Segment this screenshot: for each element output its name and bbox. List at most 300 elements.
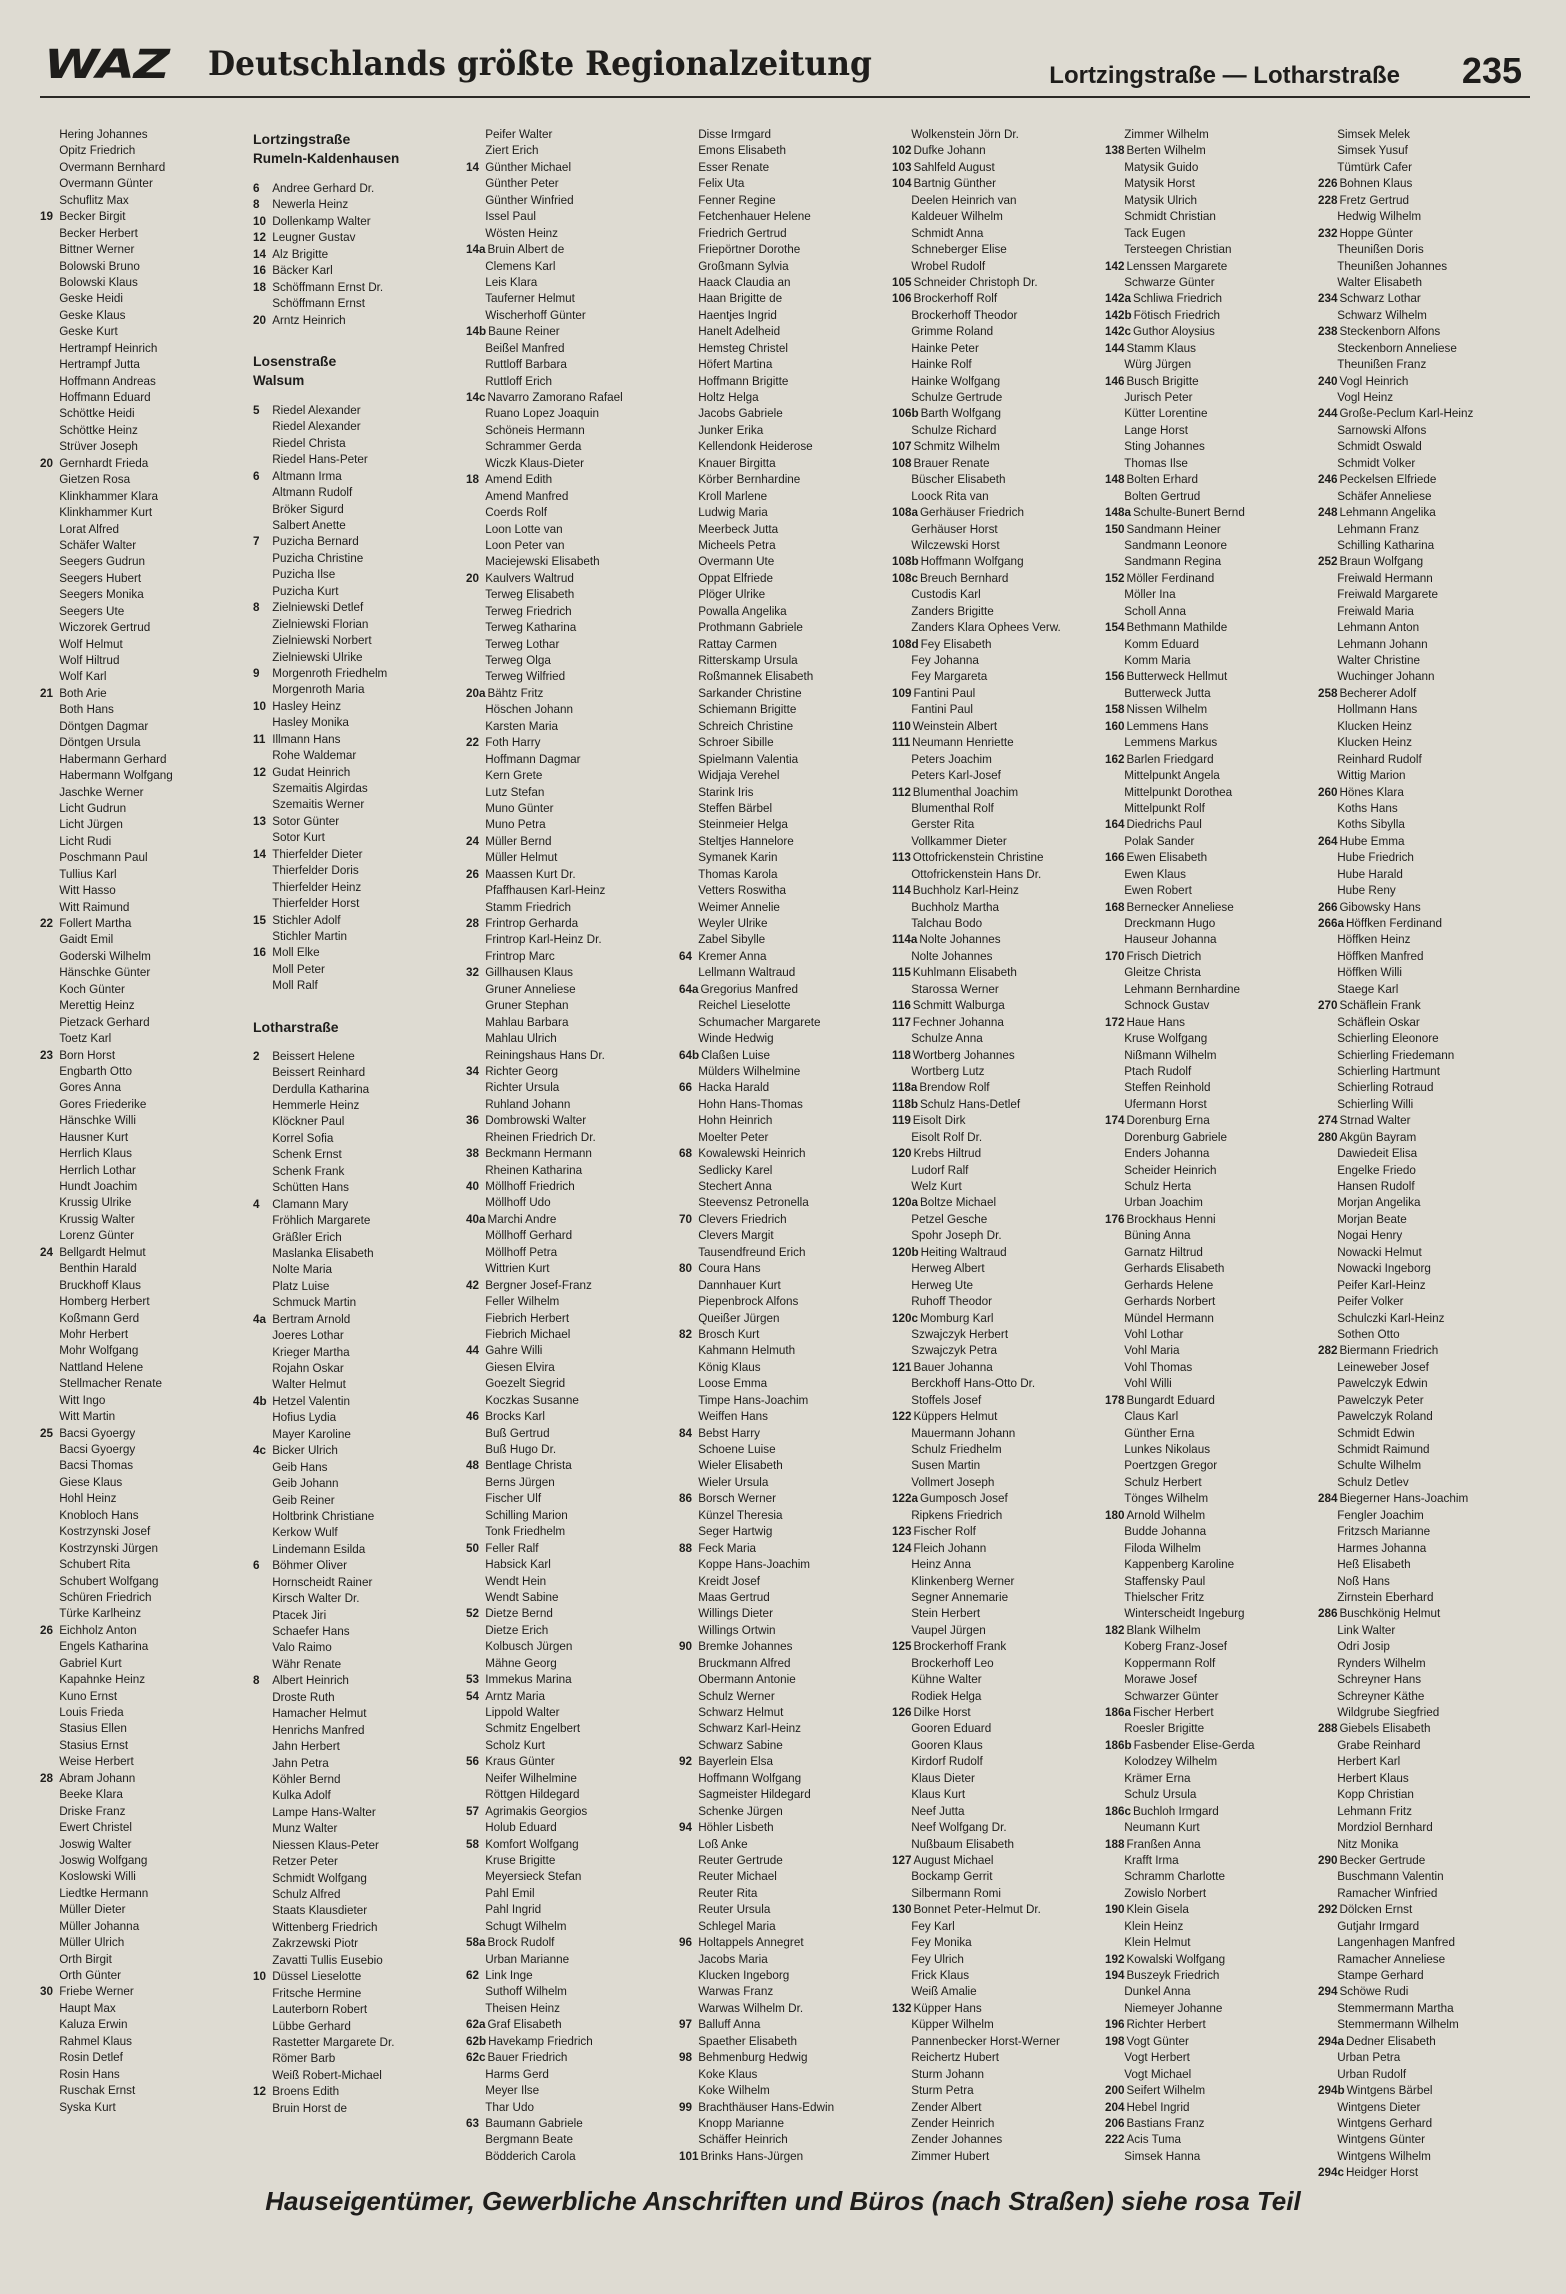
resident-name: Fechner Johanna <box>912 1014 1004 1029</box>
directory-entry <box>253 1639 450 1655</box>
house-number: 114 <box>892 883 911 898</box>
directory-entry <box>1318 1671 1515 1687</box>
directory-entry <box>466 1392 663 1408</box>
resident-name: Butterweck Hellmut <box>1126 669 1228 684</box>
resident-name: Seger Hartwig <box>698 1524 773 1539</box>
directory-entry <box>679 1457 876 1473</box>
directory-entry <box>679 1425 876 1441</box>
directory-entry <box>1105 1441 1302 1457</box>
resident-name: Koths Hans <box>1337 800 1398 815</box>
directory-entry <box>40 307 237 323</box>
directory-entry <box>466 931 663 947</box>
resident-name: Enders Johanna <box>1124 1146 1210 1161</box>
house-number: 70 <box>679 1211 693 1226</box>
directory-entry <box>679 652 876 668</box>
directory-entry <box>466 373 663 389</box>
resident-name: Acis Tuma <box>1126 2132 1182 2147</box>
resident-name: Steffen Bärbel <box>698 800 773 815</box>
directory-entry <box>1105 1523 1302 1539</box>
resident-name: Winterscheidt Ingeburg <box>1124 1606 1245 1621</box>
directory-entry <box>466 1573 663 1589</box>
resident-name: Heidger Horst <box>1345 2165 1419 2180</box>
house-number: 158 <box>1105 702 1125 717</box>
resident-name: Moelter Peter <box>698 1129 769 1144</box>
house-number: 282 <box>1318 1343 1338 1358</box>
directory-entry <box>1318 1868 1515 1884</box>
directory-entry <box>1105 1178 1302 1194</box>
directory-entry <box>1318 948 1515 964</box>
resident-name: Nolte Johannes <box>919 932 1001 947</box>
resident-name: Hasley Monika <box>272 715 349 730</box>
resident-name: Bauer Johanna <box>913 1359 993 1374</box>
directory-entry <box>892 126 1089 142</box>
resident-name: Mohr Wolfgang <box>59 1343 139 1358</box>
directory-entry <box>466 899 663 915</box>
resident-name: Boltze Michael <box>919 1195 997 1210</box>
directory-entry <box>1105 1425 1302 1441</box>
directory-entry <box>1318 1096 1515 1112</box>
directory-entry <box>466 1638 663 1654</box>
resident-name: Gahre Willi <box>485 1343 543 1358</box>
directory-entry <box>466 1408 663 1424</box>
resident-name: Karsten Maria <box>485 718 559 733</box>
directory-entry <box>1105 2066 1302 2082</box>
resident-name: Akgün Bayram <box>1339 1129 1417 1144</box>
resident-name: Reinhard Rudolf <box>1337 751 1422 766</box>
resident-name: Szwajczyk Herbert <box>911 1326 1009 1341</box>
directory-entry <box>1105 2148 1302 2164</box>
directory-entry <box>892 734 1089 750</box>
directory-entry <box>1105 570 1302 586</box>
directory-entry <box>1318 1260 1515 1276</box>
resident-name: Marchi Andre <box>487 1211 557 1226</box>
directory-entry <box>40 767 237 783</box>
resident-name: Bähtz Fritz <box>487 685 544 700</box>
directory-entry <box>253 764 450 780</box>
directory-entry <box>40 1918 237 1934</box>
resident-name: Schmitt Walburga <box>912 998 1005 1013</box>
house-number: 30 <box>40 1984 54 1999</box>
resident-name: Hube Friedrich <box>1337 850 1414 865</box>
directory-entry <box>253 246 450 262</box>
resident-name: Frick Klaus <box>911 1968 970 1982</box>
directory-entry <box>40 2000 237 2016</box>
directory-entry <box>892 488 1089 504</box>
resident-name: Hainke Rolf <box>911 357 972 372</box>
directory-entry <box>40 521 237 537</box>
house-number: 105 <box>892 274 912 289</box>
directory-entry <box>892 356 1089 372</box>
resident-name: Beissert Helene <box>272 1048 355 1063</box>
resident-name: Neumann Kurt <box>1124 1820 1200 1835</box>
resident-name: Poschmann Paul <box>59 850 148 865</box>
directory-entry <box>253 295 450 311</box>
directory-entry <box>466 1227 663 1243</box>
resident-name: Lenssen Margarete <box>1126 258 1228 273</box>
directory-entry <box>1318 175 1515 191</box>
directory-entry <box>466 668 663 684</box>
resident-name: Illmann Hans <box>272 731 341 746</box>
directory-entry <box>892 455 1089 471</box>
resident-name: Haentjes Ingrid <box>698 307 777 322</box>
resident-name: Stechert Anna <box>698 1179 772 1193</box>
house-number: 25 <box>40 1425 54 1440</box>
directory-entry <box>1105 882 1302 898</box>
resident-name: Amend Manfred <box>485 488 569 503</box>
street-heading: Lortzingstraße <box>253 131 351 147</box>
directory-entry <box>1318 1047 1515 1063</box>
directory-entry <box>40 1457 237 1473</box>
directory-entry <box>892 915 1089 931</box>
directory-entry <box>253 196 450 212</box>
resident-name: Kraus Günter <box>485 1754 555 1769</box>
house-number: 108d <box>892 636 919 651</box>
directory-entry <box>679 833 876 849</box>
resident-name: Arntz Maria <box>485 1688 546 1703</box>
resident-name: Witt Raimund <box>59 899 130 914</box>
directory-entry <box>466 1507 663 1523</box>
resident-name: Ruhland Johann <box>485 1096 571 1111</box>
resident-name: Klaus Dieter <box>911 1770 975 1785</box>
directory-entry <box>679 1556 876 1572</box>
directory-entry <box>1318 1310 1515 1326</box>
resident-name: Muno Petra <box>485 817 546 832</box>
resident-name: Starink Iris <box>698 784 754 799</box>
resident-name: Schöwe Rudi <box>1339 1984 1409 1999</box>
resident-name: Schierling Rotraud <box>1337 1080 1434 1095</box>
directory-entry <box>466 192 663 208</box>
house-number: 19 <box>40 209 54 224</box>
directory-entry <box>1105 1096 1302 1112</box>
directory-entry <box>40 1803 237 1819</box>
house-number: 162 <box>1105 751 1125 766</box>
house-number: 294b <box>1318 2083 1345 2098</box>
house-number: 16 <box>253 263 267 278</box>
directory-entry <box>466 2049 663 2065</box>
house-number: 64 <box>679 948 693 963</box>
directory-entry <box>1318 997 1515 1013</box>
resident-name: Maslanka Elisabeth <box>272 1245 374 1260</box>
directory-entry <box>892 1441 1089 1457</box>
resident-name: Hebel Ingrid <box>1126 2099 1190 2114</box>
resident-name: Krussig Walter <box>59 1211 135 1226</box>
directory-entry <box>679 767 876 783</box>
resident-name: Stichler Adolf <box>272 912 341 927</box>
resident-name: Fleich Johann <box>913 1540 987 1555</box>
directory-entry <box>892 2099 1089 2115</box>
directory-entry <box>253 418 450 434</box>
resident-name: Klucken Ingeborg <box>698 1968 790 1982</box>
resident-name: Munz Walter <box>272 1821 338 1836</box>
resident-name: Schulczki Karl-Heinz <box>1337 1310 1445 1325</box>
directory-entry <box>892 899 1089 915</box>
resident-name: Matysik Guido <box>1124 159 1199 174</box>
directory-entry <box>892 1162 1089 1178</box>
directory-entry <box>466 537 663 553</box>
directory-entry <box>679 1359 876 1375</box>
directory-entry <box>253 468 450 484</box>
directory-entry <box>253 1113 450 1129</box>
resident-name: Zender Johannes <box>911 2132 1003 2147</box>
resident-name: Möllhoff Petra <box>485 1244 558 1259</box>
resident-name: Schwarze Günter <box>1124 274 1215 289</box>
directory-entry <box>253 944 450 960</box>
directory-column-3 <box>466 126 671 2163</box>
directory-entry <box>679 685 876 701</box>
house-number: 111 <box>892 735 911 750</box>
directory-entry <box>466 1014 663 1030</box>
resident-name: Vetters Roswitha <box>698 883 786 898</box>
resident-name: Ruttloff Erich <box>485 373 552 388</box>
resident-name: Poertzgen Gregor <box>1124 1458 1218 1473</box>
directory-entry <box>253 632 450 648</box>
house-number: 292 <box>1318 1902 1338 1917</box>
directory-entry <box>40 800 237 816</box>
resident-name: Morgenroth Friedhelm <box>272 665 388 680</box>
resident-name: Urban Marianne <box>485 1951 570 1966</box>
house-number: 196 <box>1105 2017 1125 2032</box>
directory-entry <box>1318 833 1515 849</box>
resident-name: Becker Herbert <box>59 225 138 240</box>
page-number: 235 <box>1461 50 1522 91</box>
directory-entry <box>892 389 1089 405</box>
resident-name: Herweg Albert <box>911 1261 985 1276</box>
house-number: 122 <box>892 1409 912 1424</box>
directory-entry <box>1318 586 1515 602</box>
resident-name: Neifer Wilhelmine <box>485 1770 577 1785</box>
house-number: 42 <box>466 1277 480 1292</box>
directory-entry <box>1318 373 1515 389</box>
directory-entry <box>466 685 663 701</box>
resident-name: Zielniewski Detlef <box>272 600 364 615</box>
resident-name: Schwarz Wilhelm <box>1337 307 1427 322</box>
resident-name: Dilke Horst <box>913 1705 971 1719</box>
directory-entry <box>892 1227 1089 1243</box>
directory-entry <box>892 1457 1089 1473</box>
resident-name: Roßmannek Elisabeth <box>698 669 814 684</box>
resident-name: Geib Reiner <box>272 1492 335 1507</box>
resident-name: Starossa Werner <box>911 981 999 996</box>
resident-name: Koßmann Gerd <box>59 1310 140 1325</box>
house-number: 170 <box>1105 948 1125 963</box>
resident-name: Overmann Bernhard <box>59 159 166 174</box>
resident-name: Buschmann Valentin <box>1337 1869 1444 1884</box>
directory-entry <box>892 471 1089 487</box>
resident-name: Kellendonk Heiderose <box>698 439 813 454</box>
directory-entry <box>1105 1408 1302 1424</box>
resident-name: Büning Anna <box>1124 1228 1191 1243</box>
directory-entry <box>253 1426 450 1442</box>
resident-name: Terweg Lothar <box>485 636 560 651</box>
resident-name: Zimmer Hubert <box>911 2148 990 2163</box>
directory-entry <box>679 1260 876 1276</box>
resident-name: Lauterborn Robert <box>272 2002 368 2017</box>
directory-entry <box>1318 1573 1515 1589</box>
house-number: 106 <box>892 291 912 306</box>
directory-entry <box>466 1901 663 1917</box>
resident-name: Hube Reny <box>1337 883 1396 898</box>
resident-name: Gabriel Kurt <box>59 1655 122 1670</box>
resident-name: Barlen Friedgard <box>1126 751 1214 766</box>
directory-entry <box>40 1720 237 1736</box>
directory-entry <box>679 751 876 767</box>
directory-entry <box>679 521 876 537</box>
resident-name: Wolf Hiltrud <box>59 653 120 667</box>
resident-name: Rynders Wilhelm <box>1337 1655 1426 1670</box>
house-number: 20 <box>40 455 54 470</box>
resident-name: Schulz Friedhelm <box>911 1442 1002 1456</box>
resident-name: Schubert Rita <box>59 1557 131 1572</box>
directory-entry <box>253 1590 450 1606</box>
house-number: 7 <box>253 534 260 549</box>
resident-name: Fey Ulrich <box>911 1951 964 1966</box>
directory-entry <box>892 1030 1089 1046</box>
house-number: 14 <box>253 246 267 261</box>
resident-name: Dreckmann Hugo <box>1124 916 1216 930</box>
directory-entry <box>253 731 450 747</box>
directory-entry <box>466 734 663 750</box>
directory-entry <box>40 455 237 471</box>
directory-entry <box>1105 2016 1302 2032</box>
directory-entry <box>40 981 237 997</box>
resident-name: Krafft Irma <box>1124 1852 1179 1867</box>
resident-name: Strüver Joseph <box>59 439 138 454</box>
resident-name: Sagmeister Hildegard <box>698 1787 811 1802</box>
resident-name: Urban Petra <box>1337 2050 1401 2065</box>
newspaper-tagline: Deutschlands größte Regionalzeitung <box>208 44 872 84</box>
directory-entry <box>253 879 450 895</box>
directory-entry <box>1105 142 1302 158</box>
resident-name: Freiwald Hermann <box>1337 570 1433 585</box>
directory-entry <box>466 1951 663 1967</box>
directory-entry <box>679 915 876 931</box>
directory-entry <box>1105 2099 1302 2115</box>
directory-entry <box>466 1589 663 1605</box>
resident-name: Valo Raimo <box>272 1640 332 1655</box>
directory-entry <box>892 2049 1089 2065</box>
resident-name: Fey Elisabeth <box>920 636 992 651</box>
directory-entry <box>1105 471 1302 487</box>
house-number: 90 <box>679 1639 693 1654</box>
resident-name: Schilling Katharina <box>1337 537 1435 552</box>
resident-name: Türke Karlheinz <box>59 1606 142 1621</box>
directory-entry <box>1105 849 1302 865</box>
directory-entry <box>253 402 450 418</box>
directory-entry <box>40 751 237 767</box>
directory-entry <box>1318 1063 1515 1079</box>
resident-name: Niemeyer Johanne <box>1124 2000 1223 2015</box>
directory-entry <box>466 126 663 142</box>
directory-entry <box>892 1951 1089 1967</box>
resident-name: Fasbender Elise-Gerda <box>1133 1737 1255 1752</box>
house-number: 38 <box>466 1146 480 1161</box>
directory-entry <box>253 2050 450 2066</box>
resident-name: Frisch Dietrich <box>1126 948 1202 963</box>
directory-entry <box>1318 1836 1515 1852</box>
resident-name: Driske Franz <box>59 1803 126 1818</box>
directory-entry <box>253 1163 450 1179</box>
resident-name: Widjaja Verehel <box>698 768 780 783</box>
house-number: 64b <box>679 1047 700 1062</box>
resident-name: Emons Elisabeth <box>698 143 787 158</box>
house-number: 288 <box>1318 1721 1338 1736</box>
resident-name: Kreidt Josef <box>698 1573 760 1588</box>
resident-name: Bicker Ulrich <box>272 1443 338 1458</box>
directory-entry <box>1105 1211 1302 1227</box>
directory-entry <box>892 997 1089 1013</box>
directory-entry <box>1318 1342 1515 1358</box>
resident-name: Follert Martha <box>59 916 132 930</box>
directory-entry <box>679 422 876 438</box>
resident-name: Szemaitis Werner <box>272 797 365 812</box>
directory-entry <box>1105 1063 1302 1079</box>
directory-entry <box>1105 1655 1302 1671</box>
resident-name: Micheels Petra <box>698 537 776 552</box>
resident-name: Dorenburg Gabriele <box>1124 1129 1227 1144</box>
directory-entry <box>892 1836 1089 1852</box>
resident-name: Schierling Hartmunt <box>1337 1063 1440 1078</box>
resident-name: Meerbeck Jutta <box>698 521 779 536</box>
resident-name: Disse Irmgard <box>698 127 772 141</box>
resident-name: Währ Renate <box>272 1656 342 1671</box>
resident-name: Kostrzynski Josef <box>59 1524 151 1539</box>
directory-entry <box>40 1047 237 1063</box>
directory-entry <box>40 784 237 800</box>
resident-name: Rahmel Klaus <box>59 2033 133 2048</box>
directory-entry <box>679 1523 876 1539</box>
directory-entry <box>40 1605 237 1621</box>
resident-name: Piepenbrock Alfons <box>698 1294 799 1309</box>
resident-name: Lippold Walter <box>485 1705 560 1719</box>
directory-entry <box>1105 1540 1302 1556</box>
resident-name: Peters Joachim <box>911 751 992 766</box>
resident-name: Bruin Horst de <box>272 2100 347 2115</box>
directory-entry <box>466 1277 663 1293</box>
directory-entry <box>253 435 450 451</box>
resident-name: Harms Gerd <box>485 2066 549 2081</box>
directory-entry <box>1318 274 1515 290</box>
spacer <box>253 1038 450 1048</box>
house-number: 186a <box>1105 1705 1132 1719</box>
directory-entry <box>40 2033 237 2049</box>
directory-entry <box>1318 1507 1515 1523</box>
resident-name: Wolf Helmut <box>59 636 123 651</box>
directory-entry <box>892 964 1089 980</box>
resident-name: Hönes Klara <box>1339 784 1404 799</box>
resident-name: Bolowski Klaus <box>59 274 138 289</box>
resident-name: Sandmann Heiner <box>1126 521 1221 536</box>
house-number: 266a <box>1318 916 1345 930</box>
house-number: 48 <box>466 1458 480 1473</box>
directory-entry <box>1105 1129 1302 1145</box>
directory-entry <box>679 931 876 947</box>
resident-name: Sedlicky Karel <box>698 1162 773 1177</box>
house-number: 174 <box>1105 1113 1125 1128</box>
house-number: 121 <box>892 1359 912 1374</box>
house-number: 63 <box>466 2115 480 2130</box>
house-number: 120 <box>892 1146 912 1161</box>
directory-entry <box>679 2131 876 2147</box>
spacer <box>253 328 450 338</box>
directory-entry <box>466 2082 663 2098</box>
directory-columns <box>40 126 1530 2180</box>
resident-name: Gudat Heinrich <box>272 764 351 779</box>
resident-name: Fey Johanna <box>911 653 979 667</box>
directory-entry <box>892 751 1089 767</box>
resident-name: Reiningshaus Hans Dr. <box>485 1047 605 1062</box>
resident-name: Schumacher Margarete <box>698 1014 821 1029</box>
resident-name: Hausner Kurt <box>59 1129 129 1144</box>
